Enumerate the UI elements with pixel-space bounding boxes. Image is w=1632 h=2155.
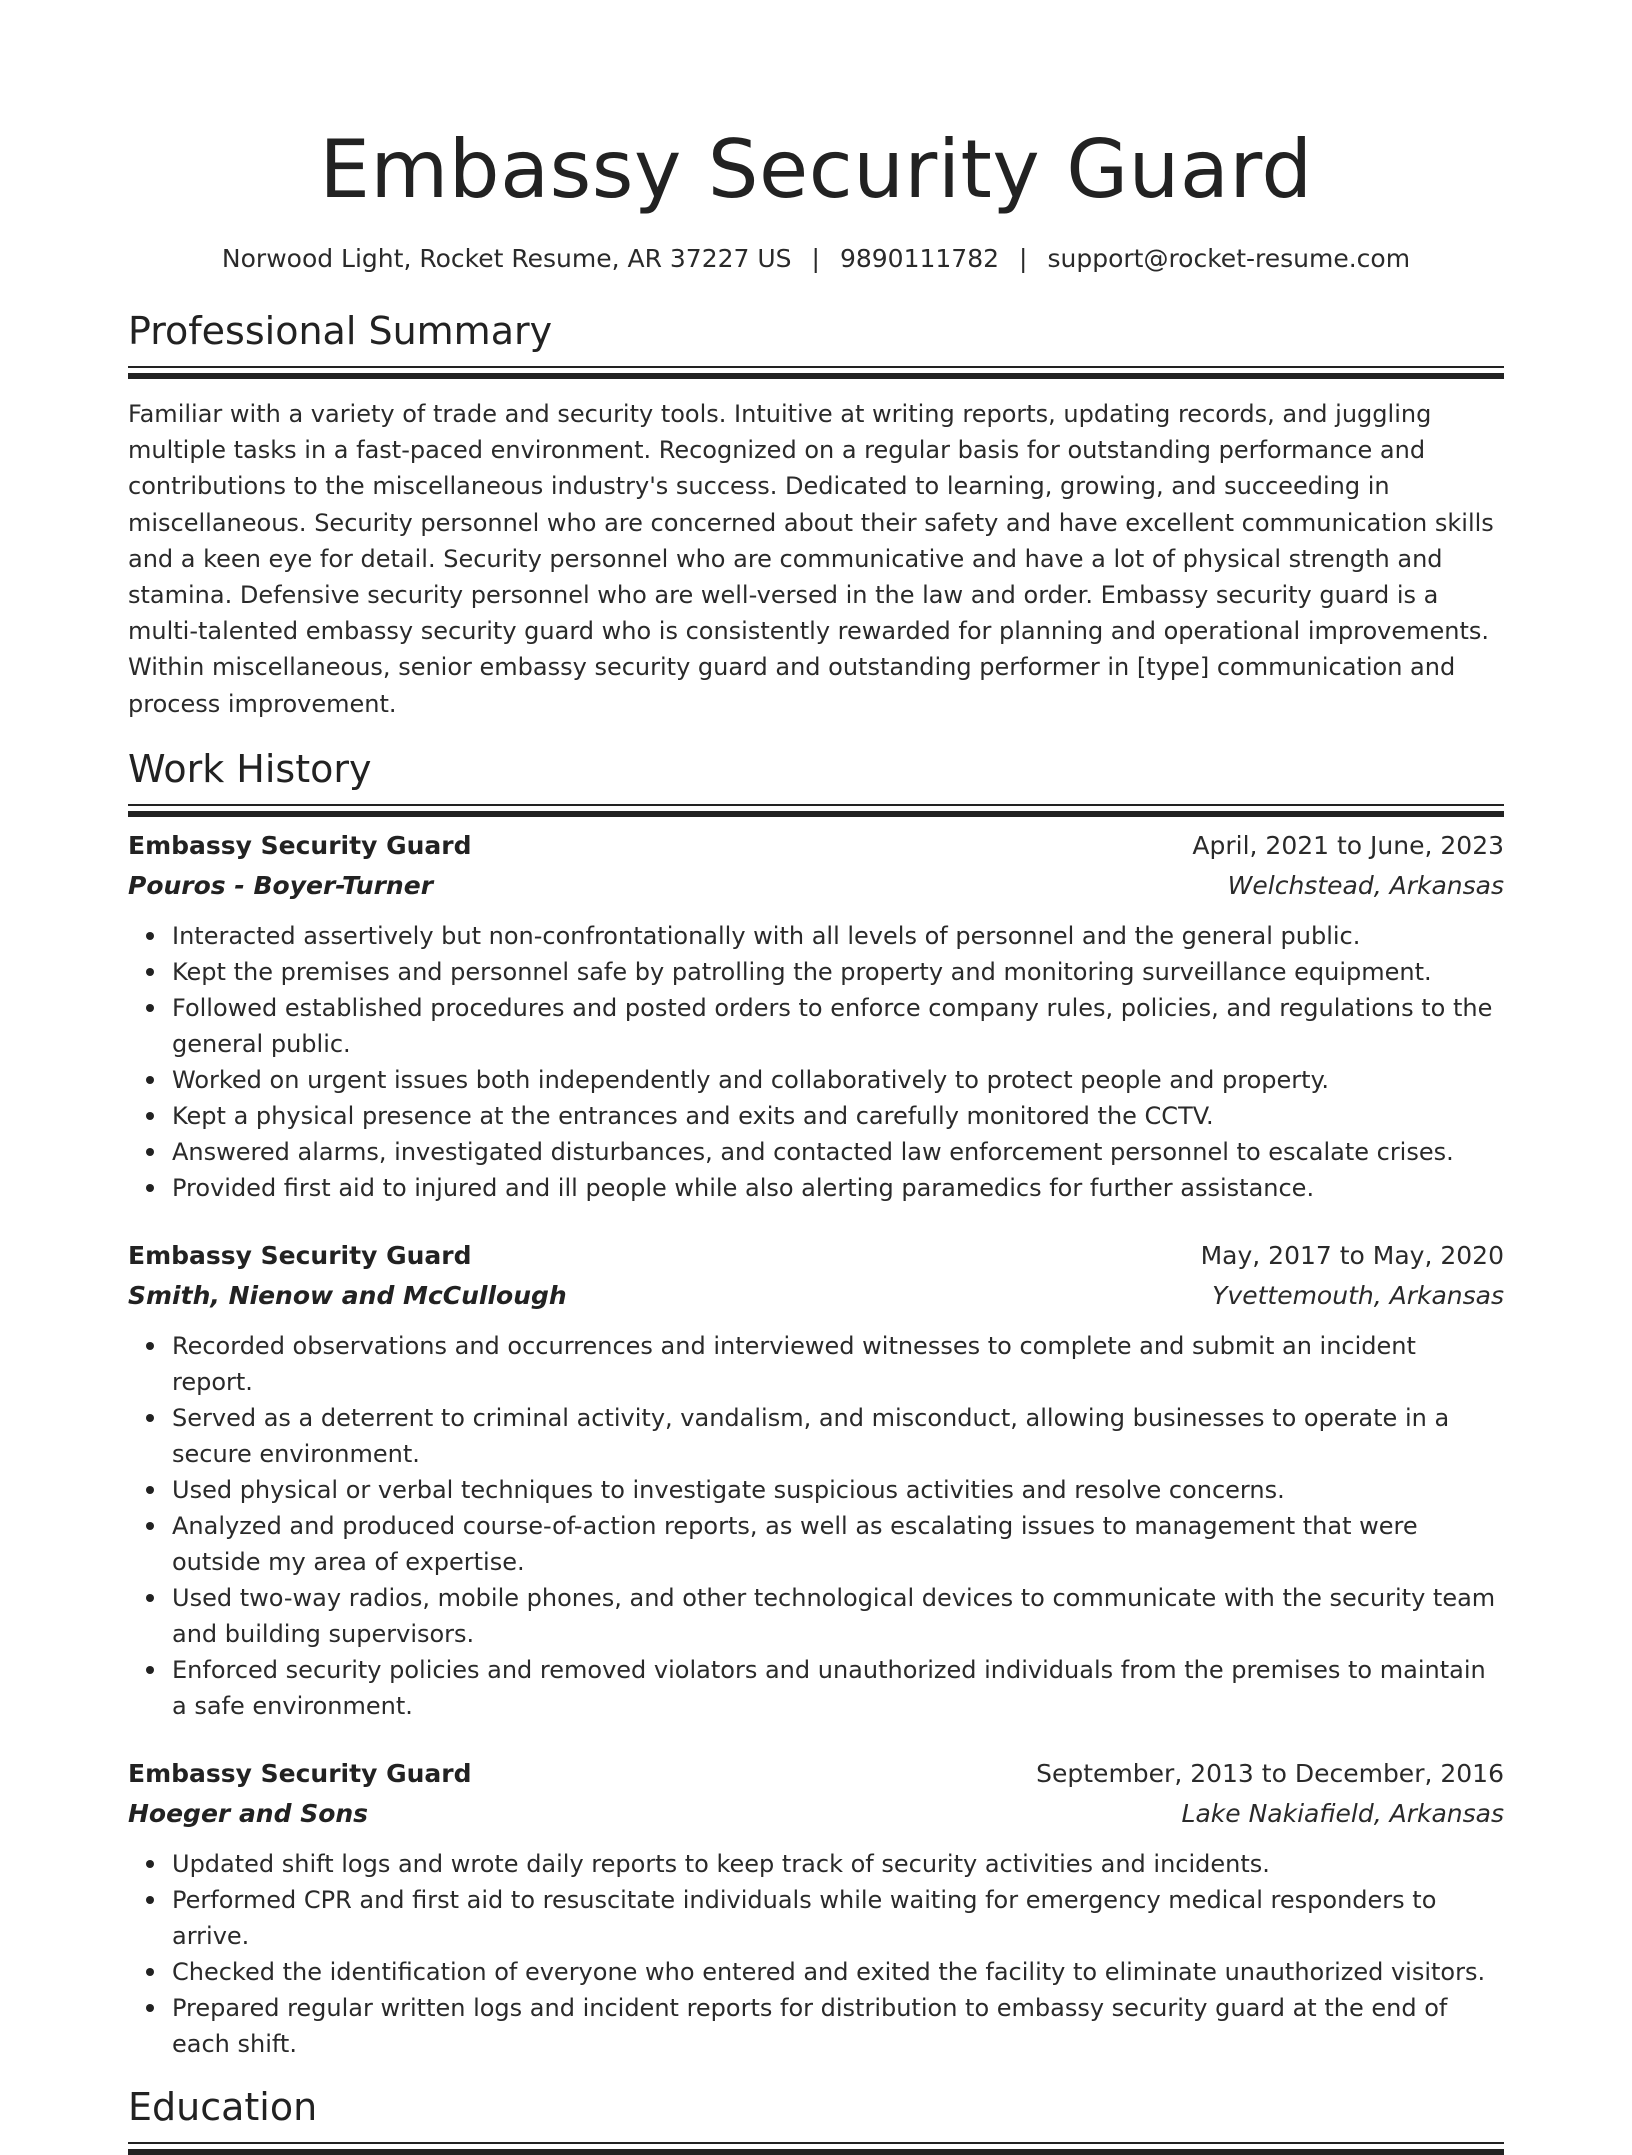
resume-title: Embassy Security Guard <box>319 123 1313 216</box>
education-section <box>128 2082 1504 2144</box>
job-company-row <box>128 866 1504 906</box>
contact-separator: | <box>811 244 820 273</box>
job-bullet: Served as a deterrent to criminal activity, vandalism, and misconduct, allowing businesses to operate in a secure environment. <box>172 1400 1504 1472</box>
job-bullet-list <box>128 1328 1504 1724</box>
job-bullet: Answered alarms, investigated disturbances, and contacted law enforcement personnel to escalate crises. <box>172 1134 1504 1170</box>
job-company-row <box>128 1794 1504 1834</box>
job-bullet: Checked the identification of everyone who entered and exited the facility to eliminate unauthorized visitors. <box>172 1954 1504 1990</box>
section-heading-work: Work History <box>128 746 372 791</box>
contact-phone: 9890111782 <box>839 244 1000 273</box>
job-company: Pouros - Boyer-Turner <box>128 870 434 900</box>
job-header-row <box>128 1754 1504 1794</box>
contact-separator: | <box>1019 244 1028 273</box>
job-bullet: Followed established procedures and posted orders to enforce company rules, policies, and regulations to the general public. <box>172 990 1504 1062</box>
job-title: Embassy Security Guard <box>128 1240 472 1270</box>
section-divider <box>128 2142 1504 2144</box>
job-dates: April, 2021 to June, 2023 <box>1192 830 1504 860</box>
job-bullet: Worked on urgent issues both independently and collaboratively to protect people and property. <box>172 1062 1504 1098</box>
job-header-row <box>128 1236 1504 1276</box>
job-bullet-list <box>128 1846 1504 2062</box>
job-bullet: Updated shift logs and wrote daily reports to keep track of security activities and incidents. <box>172 1846 1504 1882</box>
job-location: Lake Nakiafield, Arkansas <box>1181 1798 1504 1828</box>
job-title: Embassy Security Guard <box>128 1758 472 1788</box>
section-heading-summary: Professional Summary <box>128 309 553 353</box>
job-dates: September, 2013 to December, 2016 <box>1036 1758 1504 1788</box>
section-divider <box>128 366 1504 368</box>
contact-address: Norwood Light, Rocket Resume, AR 37227 US <box>221 244 792 273</box>
job-company-row <box>128 1276 1504 1316</box>
job-dates: May, 2017 to May, 2020 <box>1200 1240 1504 1270</box>
job-location: Welchstead, Arkansas <box>1227 870 1504 900</box>
job-title: Embassy Security Guard <box>128 830 472 860</box>
section-divider <box>128 804 1504 806</box>
job-entry <box>128 826 1504 1206</box>
job-bullet: Kept a physical presence at the entrances and exits and carefully monitored the CCTV. <box>172 1098 1504 1134</box>
contact-email: support@rocket-resume.com <box>1047 244 1411 273</box>
job-bullet: Performed CPR and first aid to resuscitate individuals while waiting for emergency medical responders to arrive. <box>172 1882 1504 1954</box>
job-bullet-list <box>128 918 1504 1206</box>
job-bullet: Recorded observations and occurrences and interviewed witnesses to complete and submit an incident report. <box>172 1328 1504 1400</box>
job-company: Hoeger and Sons <box>128 1798 369 1828</box>
job-bullet: Enforced security policies and removed violators and unauthorized individuals from the premises to maintain a safe environment. <box>172 1652 1504 1724</box>
job-bullet: Used two-way radios, mobile phones, and other technological devices to communicate with the security team and building supervisors. <box>172 1580 1504 1652</box>
job-bullet: Used physical or verbal techniques to investigate suspicious activities and resolve concerns. <box>172 1472 1504 1508</box>
job-company: Smith, Nienow and McCullough <box>128 1280 567 1310</box>
job-bullet: Analyzed and produced course-of-action reports, as well as escalating issues to management that were outside my area of expertise. <box>172 1508 1504 1580</box>
summary-text: Familiar with a variety of trade and security tools. Intuitive at writing reports, updating records, and juggling multiple tasks in a fast-paced environment. Recognized on a regular basis for outstanding performance and contributions to the miscellaneous industry's success. Dedicated to learning, growing, and succeeding in miscellaneous. Security personnel who are concerned about their safety and have excellent communication skills and a keen eye for detail. Security personnel who are communicative and have a lot of physical strength and stamina. Defensive security personnel who are well-versed in the law and order. Embassy security guard is a multi-talented embassy security guard who is consistently rewarded for planning and operational improvements. Within miscellaneous, senior embassy security guard and outstanding performer in [type] communication and process improvement. <box>128 400 1494 718</box>
job-bullet: Provided first aid to injured and ill people while also alerting paramedics for further assistance. <box>172 1170 1504 1206</box>
job-bullet: Interacted assertively but non-confrontationally with all levels of personnel and the general public. <box>172 918 1504 954</box>
job-bullet: Prepared regular written logs and incident reports for distribution to embassy security guard at the end of each shift. <box>172 1990 1504 2062</box>
job-location: Yvettemouth, Arkansas <box>1212 1280 1504 1310</box>
job-header-row <box>128 826 1504 866</box>
professional-summary-section <box>128 306 1504 722</box>
job-entry <box>128 1236 1504 1724</box>
work-history-section <box>128 744 1504 2062</box>
contact-line <box>128 242 1504 276</box>
job-entry <box>128 1754 1504 2062</box>
section-heading-education: Education <box>128 2084 318 2129</box>
job-bullet: Kept the premises and personnel safe by patrolling the property and monitoring surveillance equipment. <box>172 954 1504 990</box>
